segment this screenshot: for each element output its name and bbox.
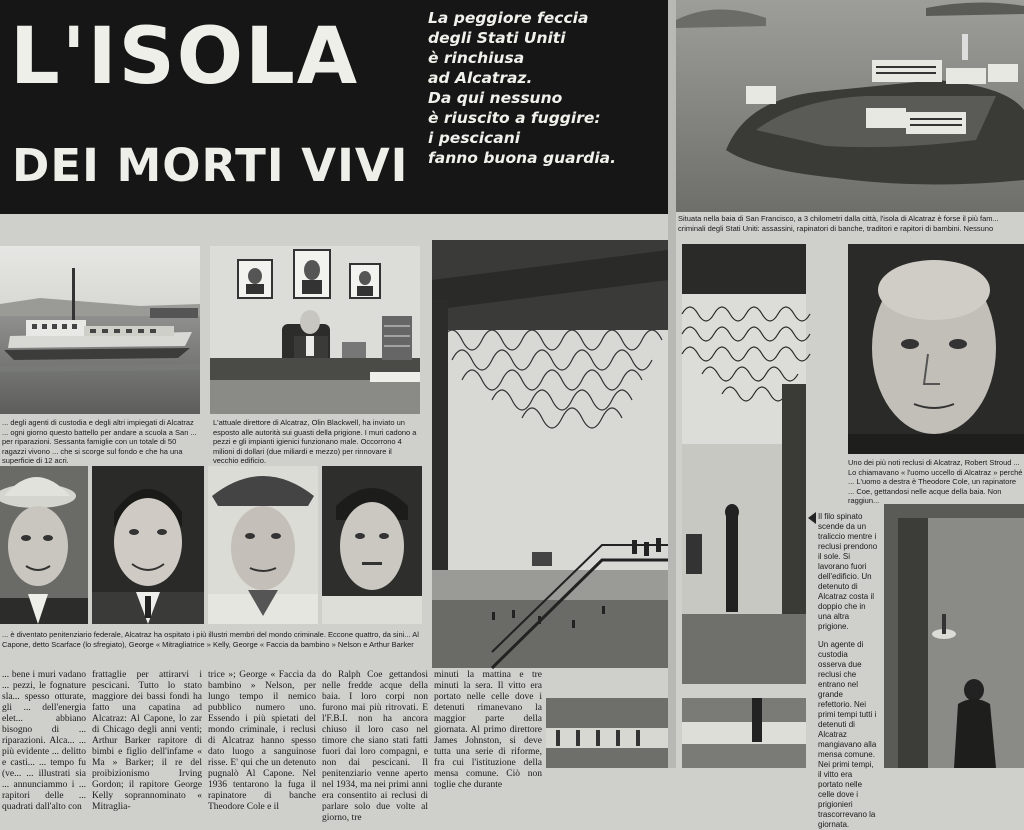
- subtitle-line: ad Alcatraz.: [428, 69, 533, 87]
- director-caption: L'attuale direttore di Alcatraz, Olin Blackwell, ha inviato un esposto alle autorità sui guasti della prigione. I muri cadono a pezzi e gli impianti igienici funzionano male. Occorrono 4 milioni di dollari (due miliardi e mezzo) per rinnovare il vecchio edificio.: [213, 418, 417, 465]
- mugshot-al-capone: [0, 466, 88, 624]
- page-gutter: [668, 0, 676, 768]
- alcatraz-island-photo: [676, 0, 1024, 212]
- dining-hall-photo: [884, 504, 1024, 768]
- mugshot-george-nelson: [208, 466, 318, 624]
- body-column-1: ... bene i muri vadano ... pezzi, le fognature sla... spesso otturate, gli ... dell'energia elet... abbiano bisogno di ... riparazioni. Alca... ... più evidente ... delitto e casti... ... tempo fu (ve... ... illustrati sia ... annunciammo i ... rapitori delle ... quadrati dall'alto con: [2, 670, 86, 812]
- director-office-photo: [210, 246, 420, 414]
- subtitle-line: La peggiore feccia: [428, 9, 589, 27]
- caption-marker: [808, 512, 816, 524]
- criminals-caption: ... è diventato penitenziario federale, Alcatraz ha ospitato i più illustri membri del mondo criminale. Eccone quattro, da sini... Al Capone, detto Scarface (lo sfregiato), George « Mitragliatrice » Kelly, George « Faccia da bambino » Nelson e Arthur Barker: [2, 630, 419, 649]
- guard-caption: Un agente di custodia osserva due reclusi che entrano nel grande refettorio. Nei primi tempi tutti i detenuti di Alcatraz mangiavano alla mensa comune. Nei primi tempi, il vitto era portato nelle celle dove i prigionieri trascorrevano la giornata.: [818, 640, 877, 829]
- subtitle-line: degli Stati Uniti: [428, 29, 566, 47]
- island-caption: Situata nella baia di San Francisco, a 3 chilometri dalla città, l'isola di Alcatraz è forse il più fam... criminali degli Stati Uniti: assassini, rapinatori di banche, traditori e rapitori di bambini. Nessuno: [678, 214, 999, 233]
- body-column-3: trice »; George « Faccia da bambino » Nelson, per lungo tempo il nemico pubblico numero uno. Essendo i più spietati del mondo criminale, i reclusi di Alcatraz hanno spesso dato luogo a sanguinose risse. E' qui che un detenuto pugnalò Al Capone. Nel 1936 tentarono la fuga il rapinatore di banche Theodore Cole e il: [208, 670, 316, 812]
- body-column-2: frattaglie per attirarvi i pescicani. Tutto lo stato maggiore dei bassi fondi ha fatto una capatina ad Alcatraz: Al Capone, lo zar di Chicago degli anni venti; Arthur Barker rapitore di bimbi e figlio dell'infame « Ma » Barker; il re del proibizionismo Irving Gordon; il rapitore George Kelly soprannominato « Mitraglia-: [92, 670, 202, 812]
- subtitle-block: [428, 8, 660, 168]
- subtitle-line: è riuscito a fuggire:: [428, 109, 601, 127]
- boat-caption: ... degli agenti di custodia e degli altri impiegati di Alcatraz ... ogni giorno questo battello per andare a scuola a San ... per riparazioni. Sessanta famiglie con un totale di 50 ragazzi vivono ... che si scorge sul fondo e che ha una superficie di 12 acri.: [2, 418, 197, 465]
- mugshot-arthur-barker: [322, 466, 422, 624]
- wire-caption: Il filo spinato scende da un traliccio mentre i reclusi prendono il sole. Si lavorano fuori dell'edificio. Un detenuto di Alcatraz costa il doppio che in una altra prigione.: [818, 512, 878, 631]
- mugshot-george-kelly: [92, 466, 204, 624]
- subtitle-line: Da qui nessuno: [428, 89, 563, 107]
- headline-line2: DEI MORTI VIVI: [12, 139, 409, 192]
- stroud-caption: Uno dei più noti reclusi di Alcatraz, Robert Stroud ... Lo chiamavano « l'uomo uccello di Alcatraz » perché ... L'uomo a destra è Theodore Cole, un rapinatore ... Coe, gettandosi nelle acque della baia. Non raggiun...: [848, 458, 1023, 505]
- prison-yard-wire-photo: [432, 240, 668, 668]
- subtitle-line: i pescicani: [428, 129, 521, 147]
- robert-stroud-portrait: [848, 244, 1024, 454]
- subtitle-line: fanno buona guardia.: [428, 149, 616, 167]
- body-column-4: do Ralph Coe gettandosi nelle fredde acque della baia. I loro corpi non furono mai più ritrovati. E l'F.B.I. non ha ancora chiuso il loro caso nel timore che siano stati fatti fuori dai loro compagni, e non dai pescicani. Il penitenziario venne aperto nel 1934, ma nei primi anni era consentito ai reclusi di parlare solo due volte al giorno, tre: [322, 670, 428, 823]
- wire-structure-photo: [682, 244, 806, 684]
- headline-line1: L'ISOLA: [10, 12, 360, 102]
- cell-block-strip-photo: [546, 698, 668, 768]
- body-column-5: minuti la mattina e tre minuti la sera. Il vitto era portato nelle celle dove i detenuti rimanevano la maggior parte della giornata. Al primo direttore James Johnston, si deve tutta una serie di riforme, fra cui l'istituzione della mensa comune. Ciò non toglie che durante: [434, 670, 542, 790]
- ferry-boat-photo: [0, 246, 200, 414]
- cell-interior-strip-photo: [682, 698, 806, 768]
- subtitle-line: è rinchiusa: [428, 49, 525, 67]
